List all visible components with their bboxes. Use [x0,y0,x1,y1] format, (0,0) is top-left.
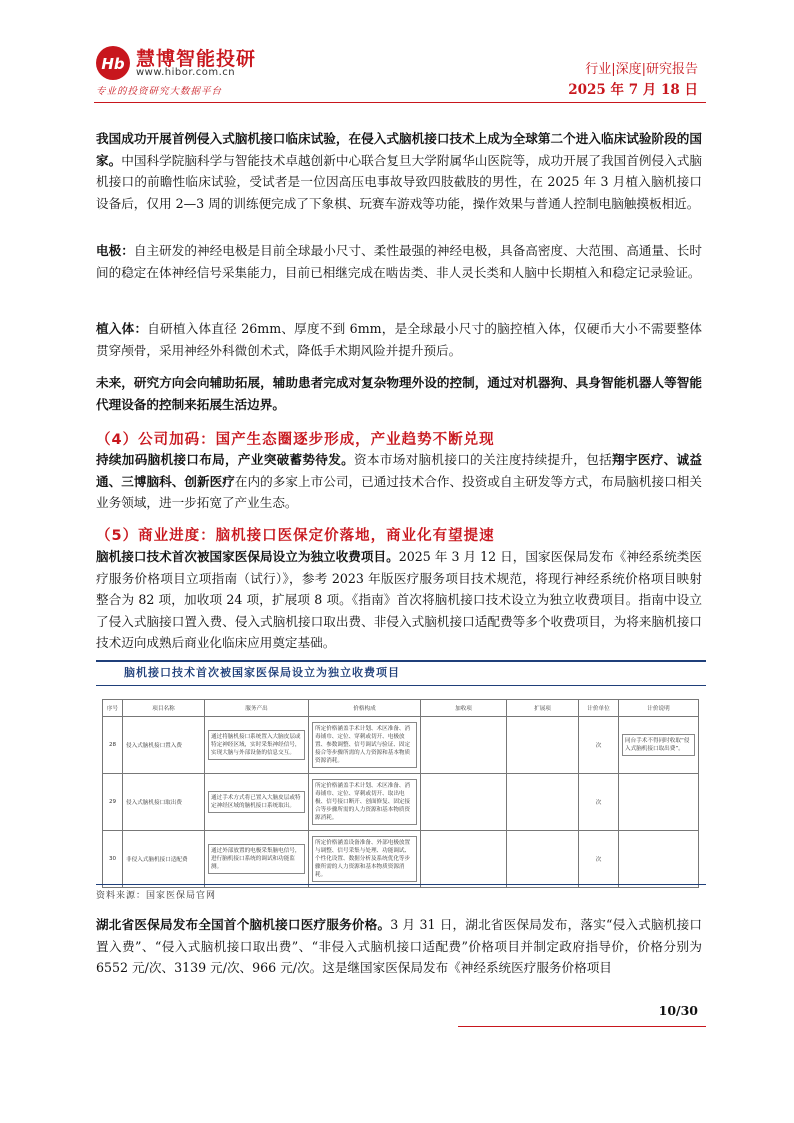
paragraph-lead: 我国成功开展首例侵入式脑机接口临床试验，在侵入式脑机接口技术上成为全球第二个进入临床试验阶段的国家。 [96,131,702,168]
cell-addon [421,774,507,831]
paragraph-lead: 未来，研究方向会向辅助拓展，辅助患者完成对复杂物理外设的控制，通过对机器狗、具身智能机器人等智能代理设备的控制来拓展生活边界。 [96,375,702,412]
cell-name: 非侵入式脑机接口适配费 [123,831,205,888]
hb-logo-icon [96,46,130,80]
column-header: 加收项 [421,700,507,717]
brand-name: 慧博智能投研 [136,48,257,70]
paragraph-text: 3 月 31 日，湖北省医保局发布，落实“侵入式脑机接口置入费”、“侵入式脑机接口取出费”、“非侵入式脑机接口适配费”价格项目并制定政府指导价，价格分别为 6552 元/次、3139 元/次、966 元/次。这是继国家医保局发布《神经系统医疗服务价格项目 [96,917,702,975]
paragraph-electrode [96,240,702,283]
cell-note [619,774,699,831]
column-header: 价格构成 [309,700,421,717]
cell-note [619,717,699,774]
header-divider [94,102,706,103]
table-header-row [103,700,699,717]
company-list: 翔宇医疗、诚益通、三博脑科、创新医疗 [96,452,703,489]
figure-title-rule [96,685,706,686]
cell-no: 28 [103,717,123,774]
paragraph-company [96,449,702,514]
paragraph-implant [96,318,702,361]
column-header: 序号 [103,700,123,717]
brand-slogan: 专业的投资研究大数据平台 [96,86,223,97]
cell-addon [421,717,507,774]
cell-ext [507,831,579,888]
cell-unit: 次 [579,831,619,888]
cell-output [205,717,309,774]
paragraph-text: 资本市场对脑机接口的关注度持续提升，包括 [354,452,613,467]
section-title-4: （4）公司加码：国产生态圈逐步形成，产业趋势不断兑现 [96,432,495,448]
paragraph-pricing [96,546,702,654]
table-row [103,831,699,888]
paragraph-lead: 持续加码脑机接口布局，产业突破蓄势待发。 [96,452,355,467]
figure-bottom-rule [96,884,706,885]
paragraph-lead: 湖北省医保局发布全国首个脑机接口医疗服务价格。 [96,917,391,932]
cell-addon [421,831,507,888]
cell-price-text: 所定价格涵盖手术计划、术区准备、消毒铺巾、定位、穿刺或切开、取出电极、信号接口断开、创面修复、固定接合等步骤所需的人力资源和基本物质资源消耗。 [312,779,417,825]
cell-output-text: 通过手术方式将已置入大脑皮层或特定神经区域的脑机接口系统取出。 [208,791,305,813]
figure-source: 资料来源：国家医保局官网 [96,891,217,901]
paragraph-lead: 电极： [96,243,134,258]
cell-note [619,831,699,888]
cell-note-text: 同台手术不得同时收取“侵入式脑机接口取出费”。 [622,734,695,756]
cell-output [205,831,309,888]
table-row [103,717,699,774]
page-number: 10/30 [658,1003,698,1018]
paragraph-text: 自研植入体直径 26mm、厚度不到 6mm，是全球最小尺寸的脑控植入体，仅硬币大小不需要整体贯穿颅骨，采用神经外科微创术式，降低手术期风险并提升预后。 [96,321,703,358]
cell-price-text: 所定价格涵盖手术计划、术区准备、消毒铺巾、定位、穿刺或切开、电极放置、参数调整、信号调试与验证、固定接合等步骤所需的人力资源和基本物质资源消耗。 [312,722,417,768]
cell-price [309,717,421,774]
paragraph-lead: 植入体： [96,321,148,336]
service-price-table [102,699,699,888]
cell-price [309,774,421,831]
cell-unit: 次 [579,774,619,831]
cell-name: 侵入式脑机接口取出费 [123,774,205,831]
cell-output-text: 通过将脑机接口系统置入大脑皮层或特定神经区域，实时采集神经信号，实现大脑与外部设备的信息交互。 [208,730,305,760]
section-title-5: （5）商业进度：脑机接口医保定价落地，商业化有望提速 [96,528,495,544]
paragraph-hubei [96,914,702,979]
cell-output-text: 通过外部放置的电极采集脑电信号，进行脑机接口系统的调试和功能监测。 [208,844,305,874]
column-header: 扩展项 [507,700,579,717]
cell-no: 29 [103,774,123,831]
cell-price-text: 所定价格涵盖设备准备、外部电极放置与调整、信号采集与处理、功能调试、个性化设置、数据分析及系统优化等步骤所需的人力资源和基本物质资源消耗。 [312,836,417,882]
cell-name: 侵入式脑机接口置入费 [123,717,205,774]
paragraph-text: 2025 年 3 月 12 日，国家医保局发布《神经系统类医疗服务价格项目立项指南（试行）》，参考 2023 年版医疗服务项目技术规范，将现行神经系统价格项目映射整合为 82 项，加收项 24 项，扩展项 8 项。《指南》首次将脑机接口技术设立为独立收费项目。指南中设立了侵入式脑接口置入费、侵入式脑机接口取出费、非侵入式脑机接口适配费等多个收费项目，为将来脑机接口技术迈向成熟后商业化临床应用奠定基础。 [96,549,702,650]
cell-unit: 次 [579,717,619,774]
cell-ext [507,717,579,774]
paragraph-text: 中国科学院脑科学与智能技术卓越创新中心联合复旦大学附属华山医院等，成功开展了我国首例侵入式脑机接口的前瞻性临床试验，受试者是一位因高压电事故导致四肢截肢的男性，在 2025 年 3 月植入脑机接口设备后，仅用 2—3 周的训练便完成了下象棋、玩赛车游戏等功能，操作效果与普通人控制电脑触摸板相近。 [96,152,703,211]
table-row [103,774,699,831]
cell-output [205,774,309,831]
report-date: 2025 年 7 月 18 日 [568,82,698,98]
column-header: 项目名称 [123,700,205,717]
paragraph-clinical-trial [96,128,702,214]
paragraph-future [96,372,702,415]
cell-ext [507,774,579,831]
column-header: 服务产出 [205,700,309,717]
paragraph-text: 在内的多家上市公司，已通过技术合作、投资或自主研发等方式，布局脑机接口相关业务领域，进一步拓宽了产业生态。 [96,473,703,510]
paragraph-lead: 脑机接口技术首次被国家医保局设立为独立收费项目。 [96,549,399,564]
column-header: 计价单位 [579,700,619,717]
cell-price [309,831,421,888]
figure-title: 脑机接口技术首次被国家医保局设立为独立收费项目 [124,666,400,679]
report-type: 行业|深度|研究报告 [585,62,698,77]
column-header: 计价说明 [619,700,699,717]
footer-divider [458,1026,706,1027]
paragraph-text: 自主研发的神经电极是目前全球最小尺寸、柔性最强的神经电极，具备高密度、大范围、高通量、长时间的稳定在体神经信号采集能力，目前已相继完成在啮齿类、非人灵长类和人脑中长期植入和稳定记录验证。 [96,243,703,280]
cell-no: 30 [103,831,123,888]
brand-url: www.hibor.com.cn [136,67,236,78]
svg-text:Hb: Hb [101,55,125,73]
